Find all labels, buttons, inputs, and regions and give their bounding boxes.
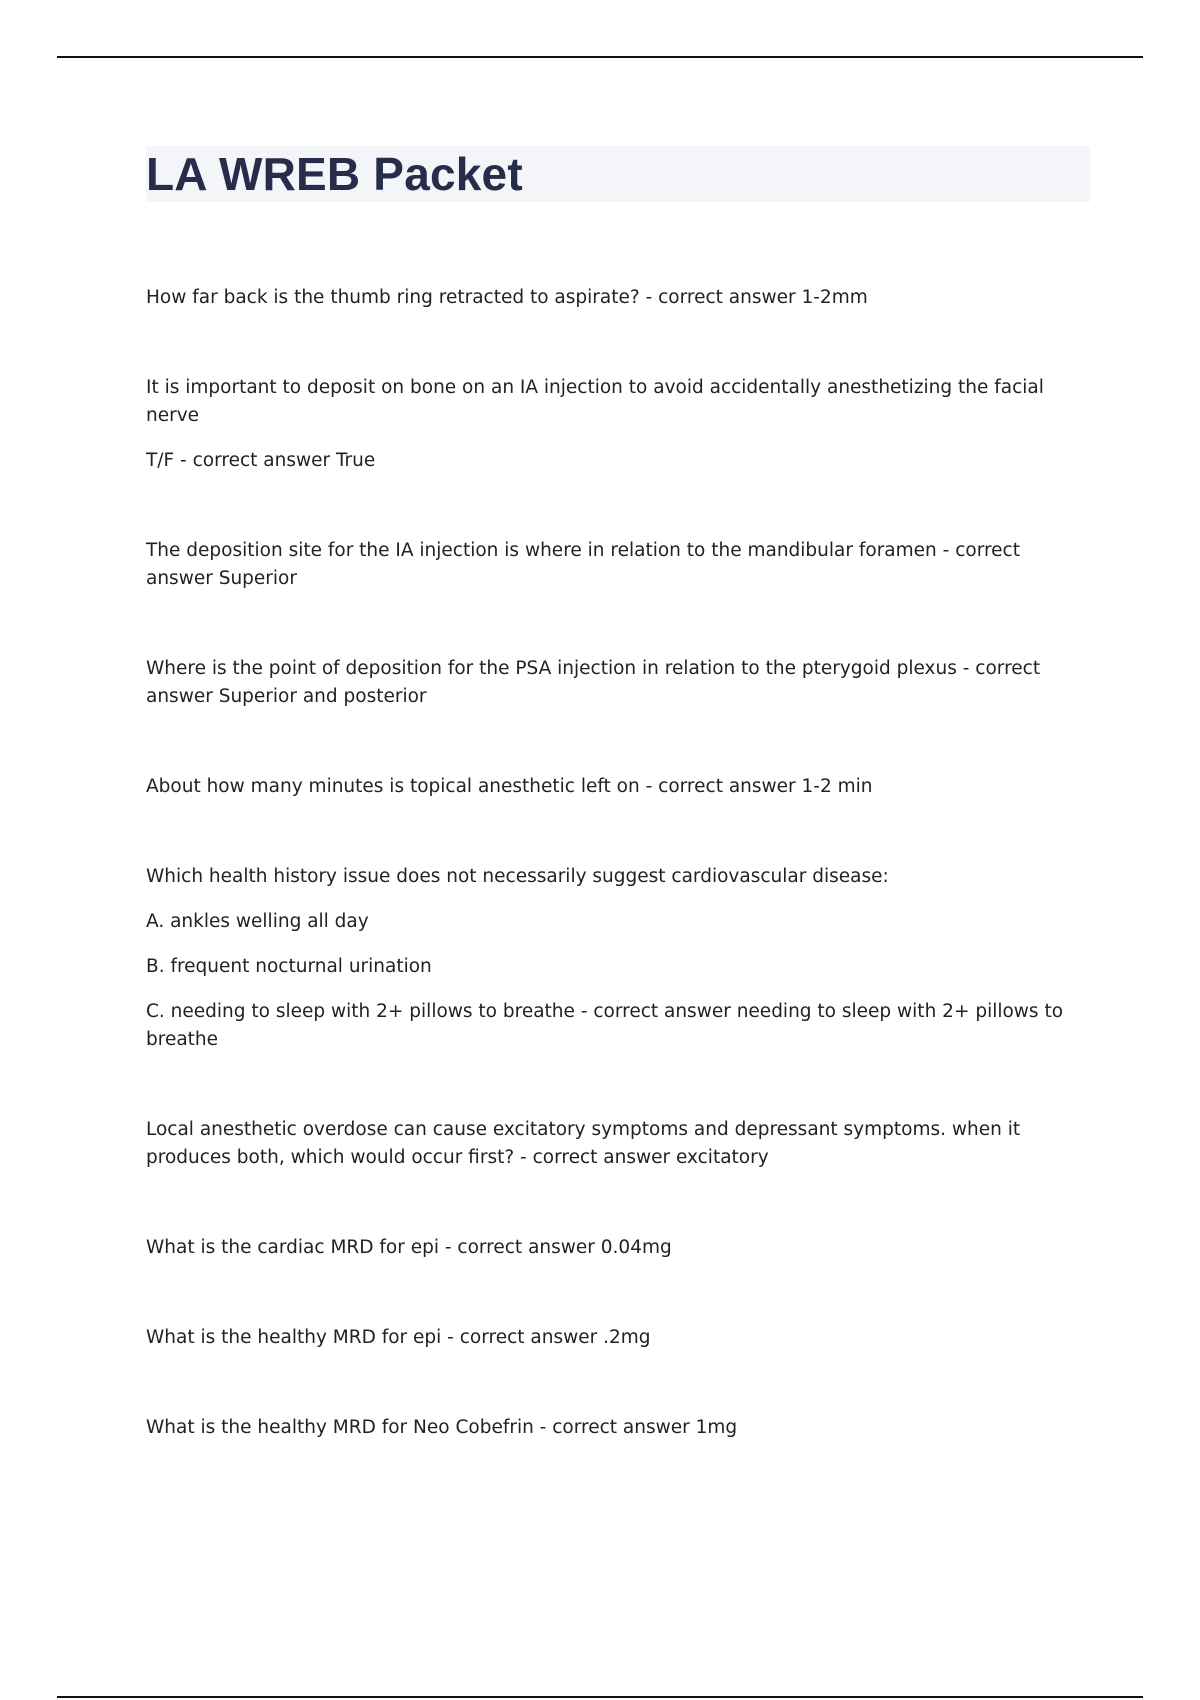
qa-option-c: C. needing to sleep with 2+ pillows to breathe - correct answer needing to sleep with 2+ pillows to breathe xyxy=(146,1001,1064,1050)
qa-option-b: B. frequent nocturnal urination xyxy=(146,956,432,977)
qa-line: About how many minutes is topical anesthetic left on - correct answer 1-2 min xyxy=(146,776,873,797)
top-rule xyxy=(57,56,1143,58)
qa-item-7 xyxy=(146,1116,1090,1172)
qa-item-2 xyxy=(146,374,1090,475)
qa-option-a: A. ankles welling all day xyxy=(146,911,369,932)
qa-line: Which health history issue does not necessarily suggest cardiovascular disease: xyxy=(146,866,889,887)
qa-line: What is the cardiac MRD for epi - correct answer 0.04mg xyxy=(146,1237,672,1258)
qa-line: How far back is the thumb ring retracted to aspirate? - correct answer 1-2mm xyxy=(146,287,868,308)
qa-item-1 xyxy=(146,284,1090,312)
qa-item-4 xyxy=(146,655,1090,711)
qa-line: What is the healthy MRD for Neo Cobefrin - correct answer 1mg xyxy=(146,1417,738,1438)
qa-item-5 xyxy=(146,773,1090,801)
qa-line: The deposition site for the IA injection is where in relation to the mandibular foramen - correct answer Superior xyxy=(146,540,1020,589)
qa-item-9 xyxy=(146,1324,1090,1352)
title-bar xyxy=(146,146,1090,202)
qa-item-6 xyxy=(146,863,1090,1054)
qa-item-3 xyxy=(146,537,1090,593)
qa-line: What is the healthy MRD for epi - correct answer .2mg xyxy=(146,1327,651,1348)
document-body xyxy=(146,146,1090,1504)
qa-line: Local anesthetic overdose can cause excitatory symptoms and depressant symptoms. when it produces both, which would occur first? - correct answer excitatory xyxy=(146,1119,1021,1168)
qa-line: It is important to deposit on bone on an IA injection to avoid accidentally anesthetizing the facial nerve xyxy=(146,377,1044,426)
qa-item-10 xyxy=(146,1414,1090,1442)
bottom-rule xyxy=(57,1696,1143,1698)
document-title: LA WREB Packet xyxy=(146,148,523,200)
qa-item-8 xyxy=(146,1234,1090,1262)
qa-line: Where is the point of deposition for the PSA injection in relation to the pterygoid plexus - correct answer Superior and posterior xyxy=(146,658,1041,707)
qa-line: T/F - correct answer True xyxy=(146,450,376,471)
